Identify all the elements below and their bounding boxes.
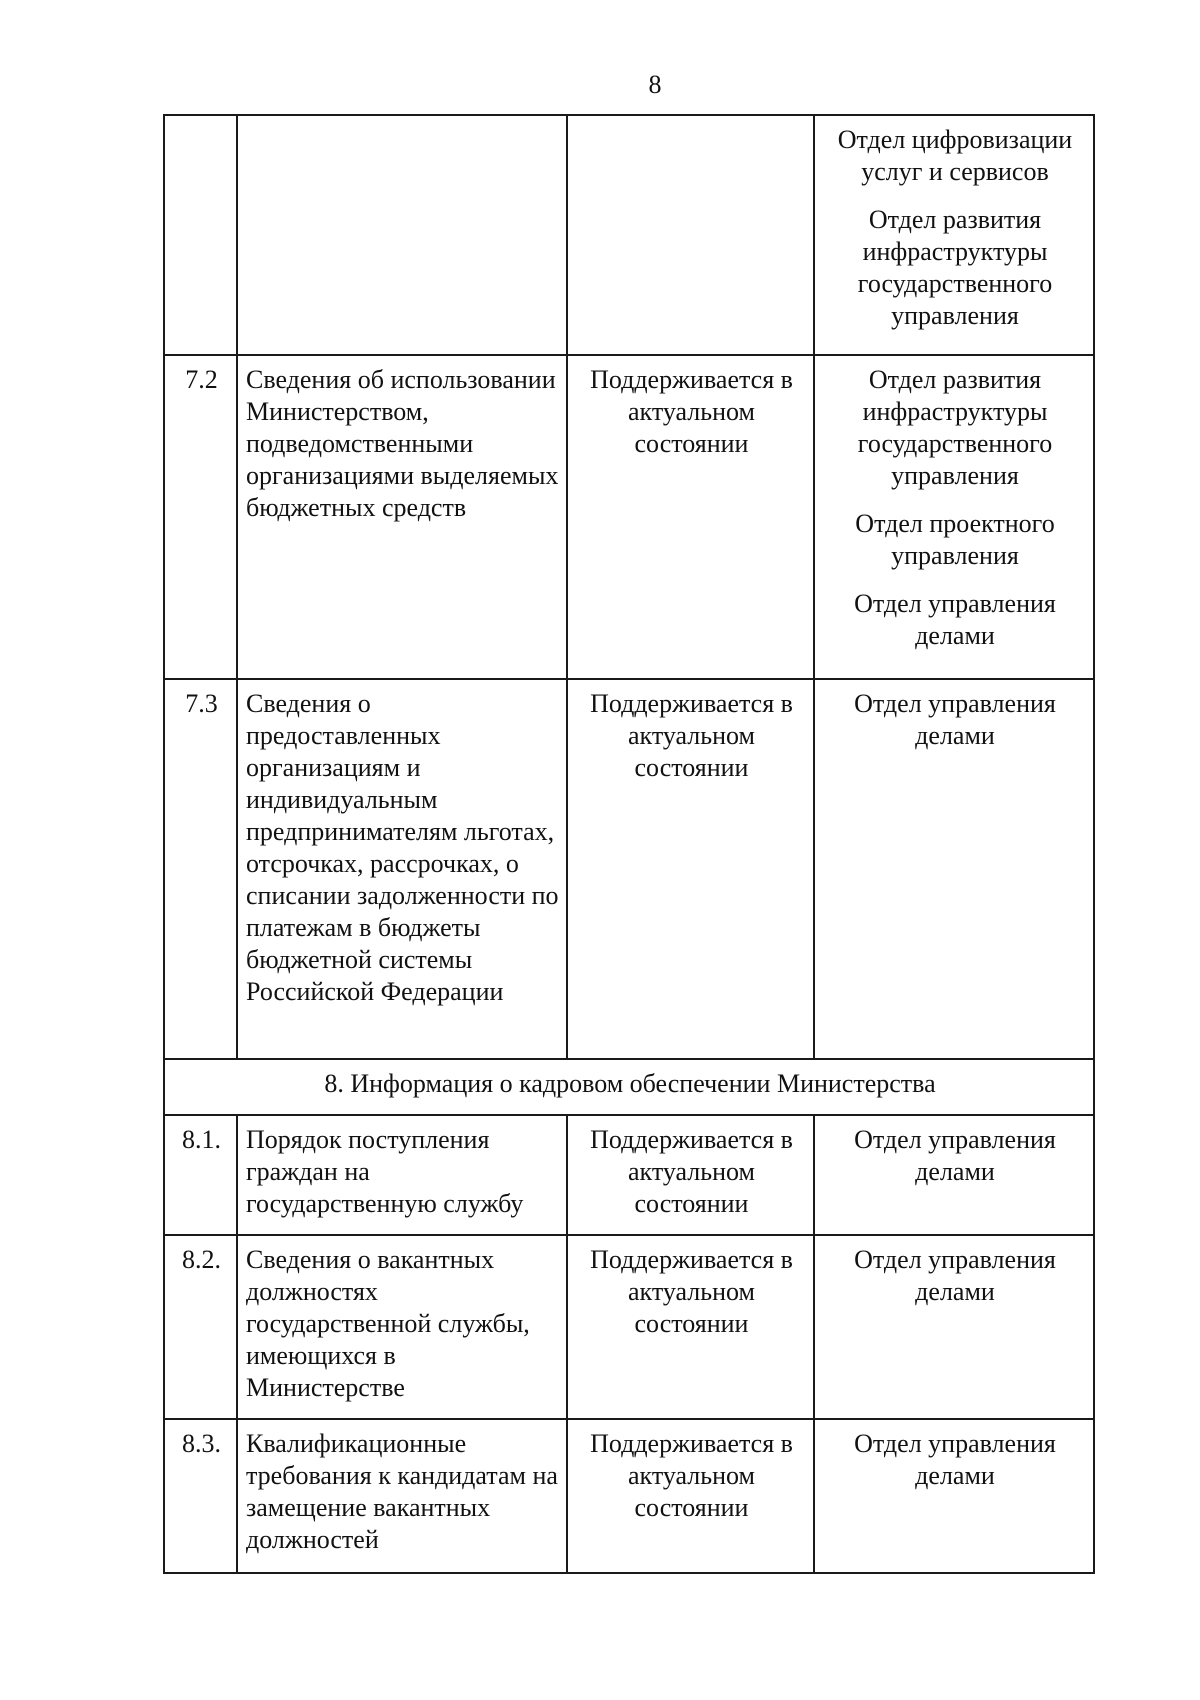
row-departments bbox=[814, 355, 1094, 679]
row-description bbox=[237, 115, 567, 355]
department-name: Отдел цифровизации услуг и сервисов bbox=[837, 125, 1073, 186]
department-name: Отдел управления делами bbox=[854, 689, 1056, 750]
section-header-row bbox=[164, 1059, 1094, 1115]
row-number: 7.3 bbox=[164, 679, 237, 1059]
row-departments bbox=[814, 1115, 1094, 1235]
department-name: Отдел управления делами bbox=[854, 1245, 1056, 1306]
department-name: Отдел управления делами bbox=[854, 589, 1056, 650]
department-name: Отдел проектного управления bbox=[855, 509, 1055, 570]
table-row bbox=[164, 679, 1094, 1059]
row-number: 8.3. bbox=[164, 1419, 237, 1573]
row-departments bbox=[814, 1235, 1094, 1419]
table-row bbox=[164, 1235, 1094, 1419]
department-name: Отдел развития инфраструктуры государственного управления bbox=[857, 365, 1053, 490]
row-status bbox=[567, 115, 814, 355]
department-name: Отдел развития инфраструктуры государственного управления bbox=[857, 205, 1053, 330]
information-table bbox=[163, 114, 1095, 1574]
row-number: 8.2. bbox=[164, 1235, 237, 1419]
section-title: 8. Информация о кадровом обеспечении Министерства bbox=[164, 1059, 1094, 1115]
table-row bbox=[164, 1115, 1094, 1235]
row-departments bbox=[814, 679, 1094, 1059]
department-name: Отдел управления делами bbox=[854, 1125, 1056, 1186]
table-row bbox=[164, 355, 1094, 679]
row-number bbox=[164, 115, 237, 355]
row-number: 8.1. bbox=[164, 1115, 237, 1235]
row-departments bbox=[814, 115, 1094, 355]
row-status: Поддерживается в актуальном состоянии bbox=[567, 1235, 814, 1419]
table-row bbox=[164, 115, 1094, 355]
row-status: Поддерживается в актуальном состоянии bbox=[567, 1419, 814, 1573]
row-departments bbox=[814, 1419, 1094, 1573]
row-description: Квалификационные требования к кандидатам на замещение вакантных должностей bbox=[237, 1419, 567, 1573]
row-description: Сведения о вакантных должностях государственной службы, имеющихся в Министерстве bbox=[237, 1235, 567, 1419]
row-status: Поддерживается в актуальном состоянии bbox=[567, 679, 814, 1059]
table-row bbox=[164, 1419, 1094, 1573]
row-description: Порядок поступления граждан на государственную службу bbox=[237, 1115, 567, 1235]
row-status: Поддерживается в актуальном состоянии bbox=[567, 355, 814, 679]
row-number: 7.2 bbox=[164, 355, 237, 679]
row-description: Сведения о предоставленных организациям и индивидуальным предпринимателям льготах, отсрочках, рассрочках, о списании задолженности по платежам в бюджеты бюджетной системы Российской Федерации bbox=[237, 679, 567, 1059]
department-name: Отдел управления делами bbox=[854, 1429, 1056, 1490]
page-number: 8 bbox=[648, 70, 662, 99]
row-description: Сведения об использовании Министерством, подведомственными организациями выделяемых бюджетных средств bbox=[237, 355, 567, 679]
row-status: Поддерживается в актуальном состоянии bbox=[567, 1115, 814, 1235]
